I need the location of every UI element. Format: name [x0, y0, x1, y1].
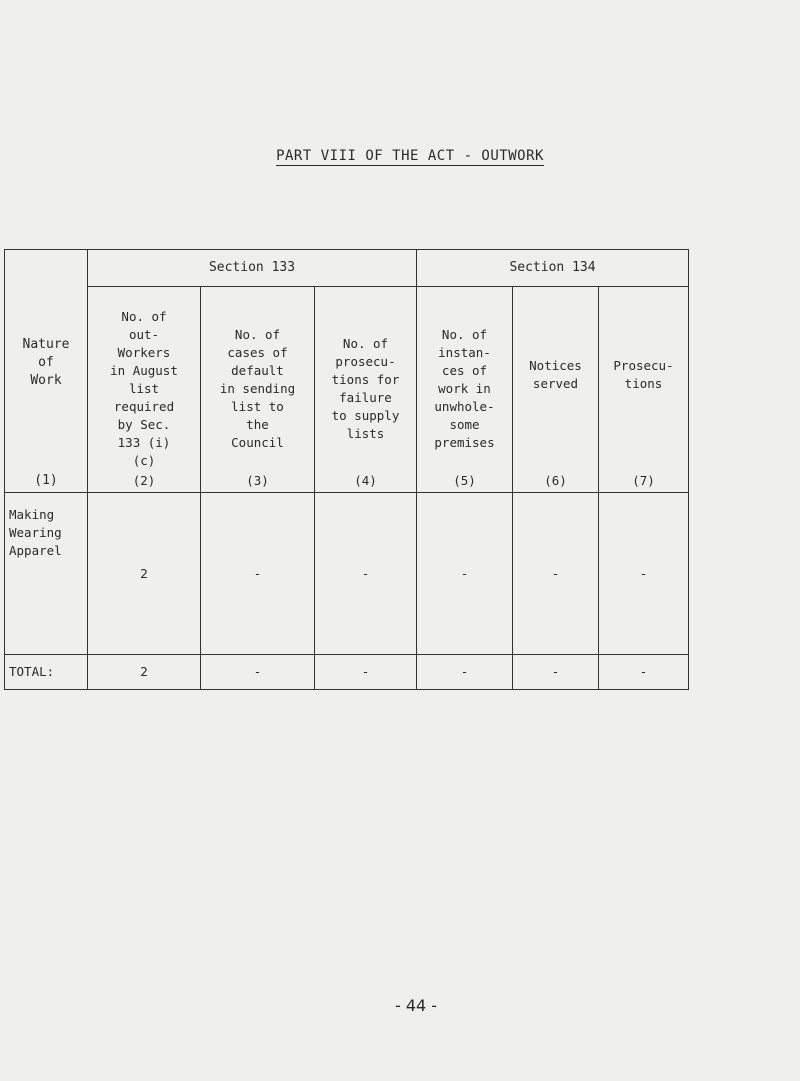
table-row	[5, 493, 689, 655]
column-header-number: (3)	[246, 473, 269, 488]
table-cell: 2	[88, 493, 201, 655]
page-title	[0, 148, 800, 166]
column-header-label: No. of prosecu- tions for failure to supply lists	[331, 335, 400, 441]
column-header	[88, 287, 201, 493]
total-label: TOTAL:	[5, 655, 88, 690]
total-cell: -	[599, 655, 689, 690]
table-cell: -	[599, 493, 689, 655]
page-number: - 44 -	[394, 996, 438, 1015]
nature-of-work-label: Nature of Work	[22, 337, 70, 388]
column-header-number: (7)	[632, 473, 655, 488]
table-cell: -	[201, 493, 315, 655]
column-header-label: No. of instan- ces of work in unwhole- some premises	[434, 326, 495, 450]
column-header	[513, 287, 599, 493]
column-header-number: (5)	[453, 473, 476, 488]
column-header-label: No. of cases of default in sending list to the Council	[219, 326, 296, 450]
row-label: Making Wearing Apparel	[5, 493, 88, 655]
nature-of-work-header	[5, 250, 88, 493]
column-header	[417, 287, 513, 493]
table-cell: -	[513, 493, 599, 655]
total-cell: -	[513, 655, 599, 690]
column-header	[201, 287, 315, 493]
total-cell: 2	[88, 655, 201, 690]
column-header-number: (4)	[354, 473, 377, 488]
total-row	[5, 655, 689, 690]
section-134-header: Section 134	[417, 250, 689, 287]
total-cell: -	[417, 655, 513, 690]
column-header-label: No. of out- Workers in August list required by Sec. 133 (i) (c)	[110, 308, 178, 468]
column-header-number: (6)	[544, 473, 567, 488]
page-title-text: PART VIII OF THE ACT - OUTWORK	[276, 148, 544, 164]
table-cell: -	[417, 493, 513, 655]
outwork-table	[4, 249, 689, 690]
section-header-row	[5, 250, 689, 287]
column-header	[315, 287, 417, 493]
column-header	[599, 287, 689, 493]
column-header-number: (2)	[132, 473, 156, 488]
table-cell: -	[315, 493, 417, 655]
column-header-label: Prosecu- tions	[613, 358, 674, 391]
nature-of-work-number: (1)	[34, 473, 58, 488]
column-header-label: Notices served	[529, 358, 582, 391]
total-cell: -	[201, 655, 315, 690]
section-133-header: Section 133	[88, 250, 417, 287]
column-header-row	[5, 287, 689, 493]
total-cell: -	[315, 655, 417, 690]
